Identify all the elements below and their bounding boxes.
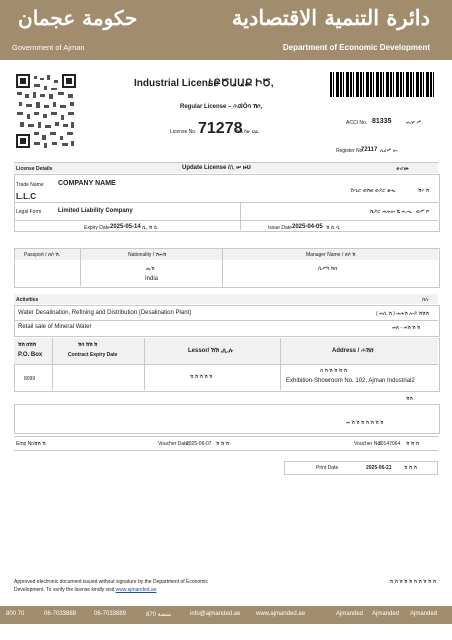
license-details-heading: License Details xyxy=(16,166,53,172)
social-1[interactable]: Ajmanded xyxy=(336,611,364,617)
trade-name-label-ar: ሽሃ ሽ xyxy=(418,188,429,194)
manager-value-ar: ሲሥሳ ሽሸ xyxy=(318,266,338,272)
address-col-header: Address / ሐሽሸ xyxy=(332,348,374,354)
government-logo-ar: حكومة عجمان xyxy=(18,6,138,30)
social-2[interactable]: Ajmanded xyxy=(372,611,400,617)
register-number: 72117 xyxy=(361,147,378,153)
trade-name-value: COMPANY NAME xyxy=(58,180,116,187)
pobox-value: 8099 xyxy=(24,376,36,382)
email-link[interactable]: info@ajmanded.ae xyxy=(190,611,241,617)
license-title-ar: / ԲԾԱԱՔ ԻԾ, xyxy=(208,78,274,89)
trade-name-value-ar: ኸሢሮ ወሽወ ወዶሮ ቆሗ xyxy=(350,188,396,194)
phone-tollfree: 800 70 xyxy=(6,611,25,617)
issue-date-value: 2025-04-05 xyxy=(292,224,323,230)
nationality-col-header: Nationality / ሽሐሽ xyxy=(128,252,167,258)
voucher-date-value: 2025-06-07 xyxy=(186,441,212,447)
voucher-number-label-ar: ሽ ሽ ሽ xyxy=(406,441,419,447)
acci-number: 81335 xyxy=(372,118,392,125)
license-number: 71278 xyxy=(198,120,243,137)
activity-2-ar: ሐጸ - ሐሽ ሽ ሽ xyxy=(392,325,421,331)
expiry-date-value: 2025-05-14 xyxy=(110,224,141,230)
qr-code xyxy=(14,72,78,150)
issue-date-label: Issue Date xyxy=(268,225,292,231)
legal-form-label-ar: ወሥ ሾ xyxy=(416,209,429,215)
acci-number-label-ar: ሑሦ ሥ. xyxy=(406,120,423,126)
social-3[interactable]: Ajmanded xyxy=(410,611,438,617)
phone-2: 06-7033889 xyxy=(94,611,127,617)
phone-1: 06-7033888 xyxy=(44,611,77,617)
activity-1: Water Desalination, Refining and Distribution (Desalination Plant) xyxy=(18,310,192,316)
activities-heading-ar: ሸሉ xyxy=(422,297,429,303)
acci-number-label: ACCI No. xyxy=(346,120,368,126)
lessor-value: ሽ,ሽ ሽ ሽ ሽ xyxy=(190,374,213,380)
voucher-number-value: 30147064 xyxy=(378,441,401,447)
government-name-en: Government of Ajman xyxy=(12,43,85,52)
license-title: Industrial License xyxy=(134,78,220,89)
license-number-label-ar: ሱፈሳዙ ህሬ. xyxy=(236,129,260,135)
nationality-value-ar: ሒሽ xyxy=(146,266,155,272)
license-number-label: License No. xyxy=(170,129,197,135)
contract-col-header: Contract Expiry Date xyxy=(68,352,118,358)
register-number-label: Register No. xyxy=(336,148,364,154)
address-value-ar: ሸ ሽ ሽ ሽ ሽ ሽ xyxy=(320,368,347,374)
emp-number-label: Emp No. xyxy=(16,441,36,447)
department-name-en: Department of Economic Development xyxy=(282,43,430,52)
license-details-heading-ar: ቆሇሙ xyxy=(396,166,410,172)
remarks-box xyxy=(14,404,440,434)
passport-col-header: Passport / ሸሶ ሽ. xyxy=(24,252,61,258)
website-link[interactable]: www.ajmanded.ae xyxy=(256,611,306,617)
partners-table xyxy=(14,248,440,288)
activities-heading: Activities xyxy=(16,297,39,303)
voucher-date-label-ar: ሽ ሽ ሽ xyxy=(216,441,229,447)
legal-form-label: Legal Form xyxy=(16,209,42,215)
barcode xyxy=(330,72,436,97)
legal-form-value: Limited Liability Company xyxy=(58,208,133,214)
pobox-col-header: P.O. Box xyxy=(18,352,43,358)
footer-note-ar: ሽ ሽ ሽ ሽ ሽ ሽ ሽ ሽ ሽ ሽ xyxy=(389,579,436,585)
verify-link[interactable]: www.ajmanded.ae xyxy=(115,587,157,593)
footer-contact-bar xyxy=(0,606,452,624)
lessor-col-header: Lessor/ ሽሽ ,ሊ,ሉ xyxy=(188,348,234,354)
contract-col-header-ar: ሽሳ ሽሽ ሽ xyxy=(78,342,98,348)
emp-number-label-ar: ሽሽ ሽ. xyxy=(34,441,47,447)
trade-name-value-line2: L.L.C xyxy=(16,192,36,201)
voucher-number-label: Voucher No: xyxy=(354,441,382,447)
print-date-label: Print Date xyxy=(316,465,339,471)
issue-date-label-ar: ሽ ሲ ሷ xyxy=(326,225,341,231)
footer-note-text: Approved electronic document issued without signature by the Department of Economic Development. To verify the license kindly visit xyxy=(14,579,208,593)
expiry-date-label-ar: ሺ, ሽ ሲ xyxy=(142,225,158,231)
expiry-date-label: Expiry Date xyxy=(84,225,110,231)
legal-form-value-ar: ሼዶሮ ሐሎሎ ሼ ሑሗ xyxy=(370,209,412,215)
remarks-label-ar: ሽሽ xyxy=(406,396,413,402)
header-banner xyxy=(0,0,452,60)
print-date-label-ar: ሽ ሽ ሽ xyxy=(404,465,417,471)
voucher-date-label: Voucher Date: xyxy=(158,441,190,447)
license-type: Regular License – ሕ៧Óሳ ኸቦ, xyxy=(180,104,263,110)
activity-1-ar: ( ሐሲ ሽ ) ሐሕሽ ሎዶ ሽሽሽ xyxy=(376,311,429,317)
activity-2: Retail sale of Mineral Water xyxy=(18,324,92,330)
update-license-label: Update License /ሲ ሠ ዙህ xyxy=(182,165,251,171)
nationality-value: India xyxy=(145,276,159,282)
department-logo-ar: دائرة التنمية الاقتصادية xyxy=(231,5,430,30)
address-value: Exhibition-Showroom No. 102, Ajman Industrial2 xyxy=(286,378,415,384)
activities-header-band xyxy=(14,294,438,304)
print-date-value: 2025-06-21 xyxy=(366,465,392,471)
phone-3: منصة 870 xyxy=(146,612,172,618)
pobox-col-header-ar: ሽሽ ሸሽሽ xyxy=(18,342,36,348)
trade-name-label: Trade Name xyxy=(16,182,44,188)
signoff-line-ar: ሐ ሽ ሽ ሽ ሽ ሽ ሽ ሽ xyxy=(346,420,384,426)
manager-col-header: Manager Name / ሸሶ ሽ xyxy=(306,252,356,258)
register-number-label-ar: ሊሀሥ ሎ. xyxy=(380,148,399,154)
